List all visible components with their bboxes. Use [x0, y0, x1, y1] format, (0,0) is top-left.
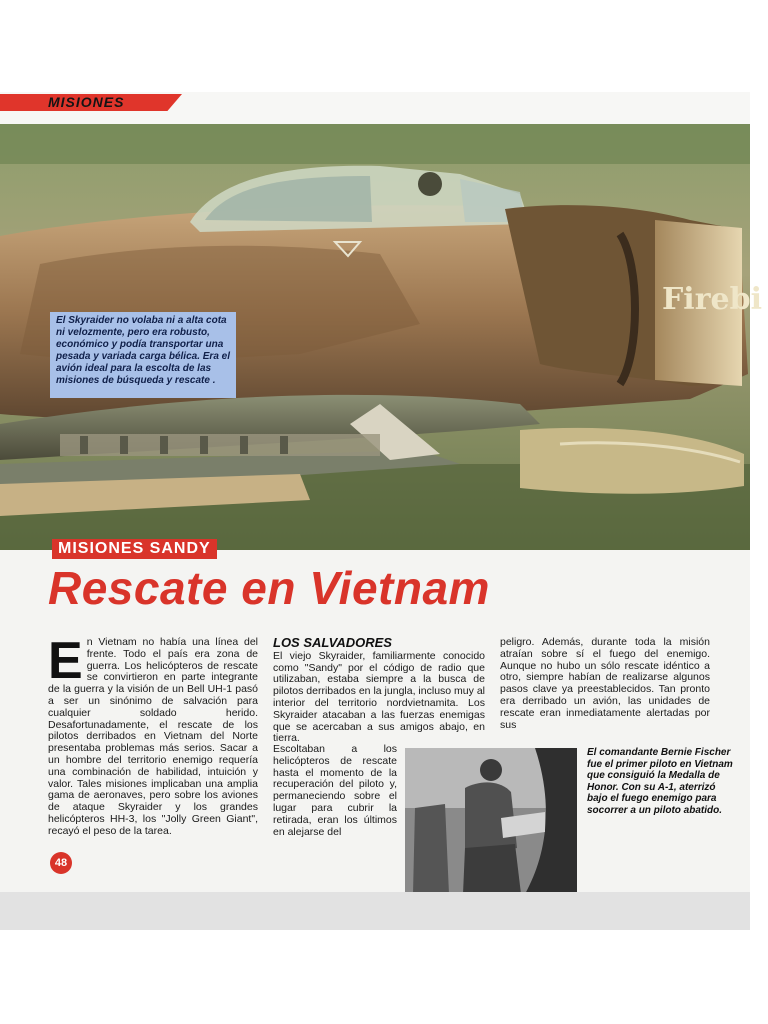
article-column-1: [48, 632, 258, 838]
pilot-photo-caption: El comandante Bernie Fischer fue el primer piloto en Vietnam que consiguió la Medalla de Honor. Con su A-1, aterrizó bajo el fuego enemigo para socorrer a un piloto abatido.: [587, 747, 733, 816]
article-column-2-bottom: [273, 744, 397, 838]
article-column-3: [500, 637, 710, 731]
column-3-text: peligro. Además, durante toda la misión atraían sobre sí el fuego del enemigo. Aunque no hubo un sólo rescate idéntico a otro, siempre habían de realizarse algunos pasos clave ya preestablecidos. Tan pronto era derribado un avión, las unidades de rescate eran inmediatamente alertadas por sus: [500, 636, 710, 731]
pilot-photo: [405, 748, 577, 894]
column-2-text-bottom: Escoltaban a los helicópteros de rescate hasta el momento de la recuperación del piloto y, permaneciendo sobre el lugar para cubrir la retirada, eran los últimos en alejarse del: [273, 743, 397, 838]
section-header-bar: [0, 92, 750, 124]
page-number: 48: [50, 852, 72, 874]
section-label: MISIONES: [48, 94, 125, 110]
column-1-text: n Vietnam no había una línea del frente. Todo el país era zona de guerra. Los helicópteros de rescate se convirtieron en parte integrante de la guerra y la visión de un Bell UH-1 pasó a ser un sinónimo de salvación para cualquier soldado herido. Desafortunadamente, el rescate de los pilotos derribados en Vietnam del Norte presentaba problemas más serios. Sacar a un hombre del territorio enemigo requería una combinación de habilidad, intuición y valor. Tales misiones implicaban una amplia gama de aeronaves, pero sobre los aviones de ataque Skyraider y los grandes helicópteros HH-3, los "Jolly Green Giant", recayó el peso de la tarea.: [48, 636, 258, 837]
article-column-2-top: [273, 637, 485, 745]
magazine-page: [0, 92, 762, 930]
pilot-illustration: [405, 748, 577, 894]
article-kicker: MISIONES SANDY: [52, 539, 217, 559]
drop-cap: E: [48, 632, 83, 690]
skyraider-photo: [0, 124, 762, 550]
nose-text: Firebi: [662, 282, 762, 317]
photo-caption: El Skyraider no volaba ni a alta cota ni velozmente, pero era robusto, económico y podía transportar una pesada y variada carga bélica. Era el avión ideal para la escolta de las misiones de búsqueda y rescate .: [50, 312, 236, 398]
article-title: Rescate en Vietnam: [48, 562, 490, 614]
page-bottom-band: [0, 892, 750, 930]
column-2-heading: LOS SALVADORES: [273, 635, 392, 650]
column-2-text-top: El viejo Skyraider, familiarmente conocido como "Sandy" por el código de radio que utilizaban, estaba siempre a la busca de pilotos derribados en la jungla, incluso muy al interior del territorio nordvietnamita. Los Skyraider atacaban a las fuerzas enemigas que se acercaban a sus amigos abajo, en tierra.: [273, 649, 485, 745]
